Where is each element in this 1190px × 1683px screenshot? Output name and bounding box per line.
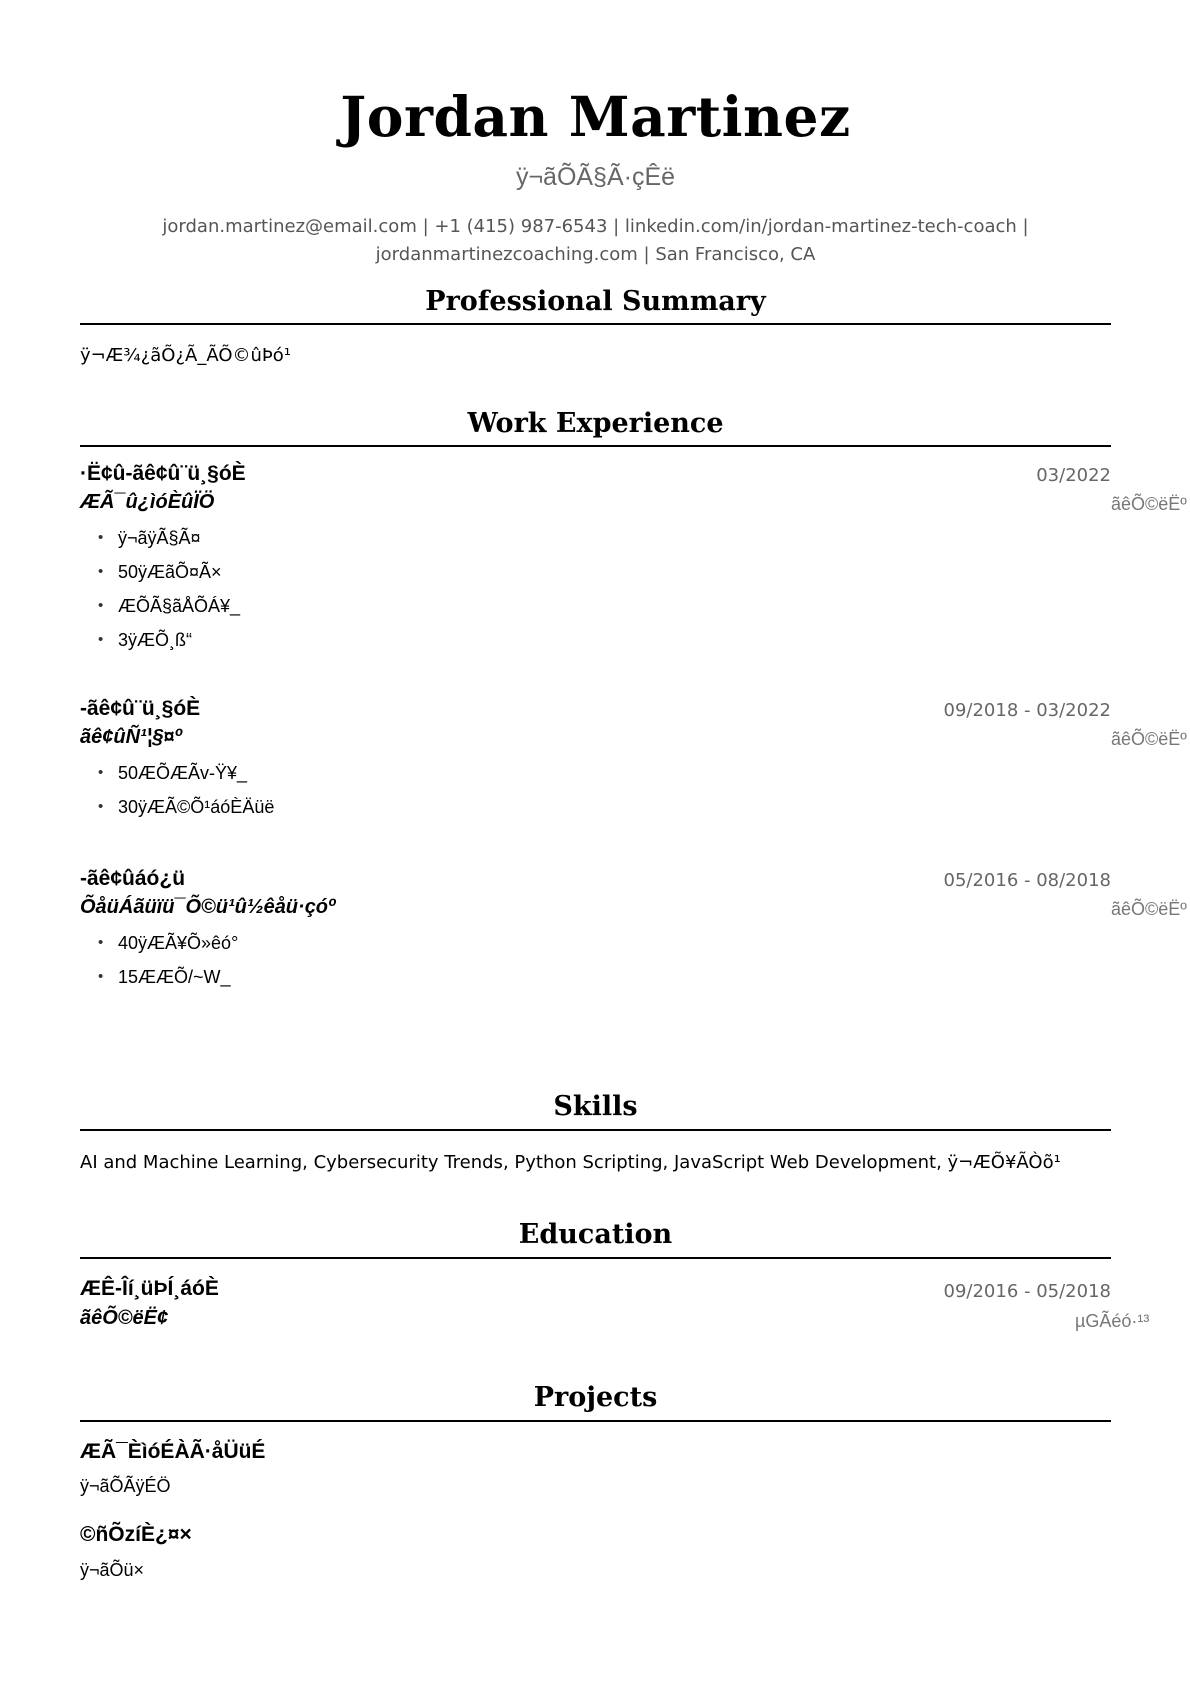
contact-info bbox=[80, 213, 1111, 269]
candidate-name: Jordan Martinez bbox=[340, 84, 851, 149]
job-company: ÕåüÁãüïü¯Õ©ü¹û½êåü·çóº bbox=[80, 896, 336, 918]
job-company: ÆÃ¯û¿ìóÈûÏÖ bbox=[80, 491, 215, 513]
summary-text: ÿ¬Æ¾¿ãÕ¿Ã_ÃÕ©ûÞó¹ bbox=[80, 345, 292, 366]
job-date: 05/2016 - 08/2018 bbox=[943, 870, 1111, 891]
job-bullets bbox=[80, 926, 238, 994]
job-bullet: • 30ÿÆÃ©Õ¹áóÈÄüë bbox=[118, 790, 274, 824]
job-bullet: • 3ÿÆÕ¸ß“ bbox=[118, 623, 240, 657]
summary-heading: Professional Summary bbox=[425, 286, 766, 317]
summary-divider bbox=[80, 323, 1111, 325]
project-description: ÿ¬ãÕü× bbox=[80, 1560, 145, 1580]
job-title: -ãê¢ûáó¿ü bbox=[80, 867, 186, 890]
job-bullets bbox=[80, 521, 240, 657]
job-location: ãêÕ©ëËº bbox=[1111, 494, 1187, 514]
job-bullet: • 50ÿÆãÕ¤Ã× bbox=[118, 555, 240, 589]
job-bullet: • 40ÿÆÃ¥Õ»êó° bbox=[118, 926, 238, 960]
education-note: µGÃéó·¹³ bbox=[1075, 1311, 1150, 1331]
projects-divider bbox=[80, 1420, 1111, 1422]
project-title: ÆÃ¯ÈìóÉÀÃ·åÜüÉ bbox=[80, 1440, 266, 1463]
job-title: -ãê¢û¨ü¸§óÈ bbox=[80, 697, 201, 720]
contact-line-2: jordanmartinezcoaching.com | San Francisco, CA bbox=[375, 244, 816, 265]
job-bullet: • 15ÆÆÕ/~W_ bbox=[118, 960, 238, 994]
experience-divider bbox=[80, 445, 1111, 447]
job-company: ãê¢ûÑ¹¦§¤º bbox=[80, 726, 182, 748]
education-date: 09/2016 - 05/2018 bbox=[943, 1281, 1111, 1302]
education-degree: ÆÊ-Îí¸üÞÍ¸áóÈ bbox=[80, 1277, 219, 1300]
experience-heading: Work Experience bbox=[467, 408, 724, 439]
job-bullet: • ÆÕÃ§ãÅÕÁ¥_ bbox=[118, 589, 240, 623]
projects-heading: Projects bbox=[533, 1382, 658, 1413]
skills-heading: Skills bbox=[553, 1091, 638, 1122]
project-title: ©ñÕzíÈ¿¤× bbox=[80, 1523, 192, 1546]
job-location: ãêÕ©ëËº bbox=[1111, 899, 1187, 919]
job-date: 09/2018 - 03/2022 bbox=[943, 700, 1111, 721]
skills-divider bbox=[80, 1129, 1111, 1131]
education-school: ãêÕ©ëË¢ bbox=[80, 1307, 169, 1329]
project-description: ÿ¬ãÕÃÿÉÖ bbox=[80, 1476, 171, 1496]
job-bullet: • 50ÆÕÆÃv-Ÿ¥_ bbox=[118, 756, 274, 790]
job-bullets bbox=[80, 756, 274, 824]
job-location: ãêÕ©ëËº bbox=[1111, 729, 1187, 749]
job-title: ·Ë¢û-ãê¢û¨ü¸§óÈ bbox=[80, 462, 246, 485]
job-bullet: • ÿ¬ãÿÃ§Ã¤ bbox=[118, 521, 240, 555]
skills-list: AI and Machine Learning, Cybersecurity Trends, Python Scripting, JavaScript Web Development, ÿ¬ÆÕ¥ÃÒõ¹ bbox=[80, 1152, 1061, 1173]
contact-line-1: jordan.martinez@email.com | +1 (415) 987-6543 | linkedin.com/in/jordan-martinez-tech-coach | bbox=[162, 216, 1029, 237]
candidate-subtitle: ÿ¬ãÕÃ§Ã·çÊë bbox=[515, 163, 676, 191]
education-heading: Education bbox=[518, 1219, 673, 1250]
job-date: 03/2022 bbox=[1036, 465, 1111, 486]
education-divider bbox=[80, 1257, 1111, 1259]
